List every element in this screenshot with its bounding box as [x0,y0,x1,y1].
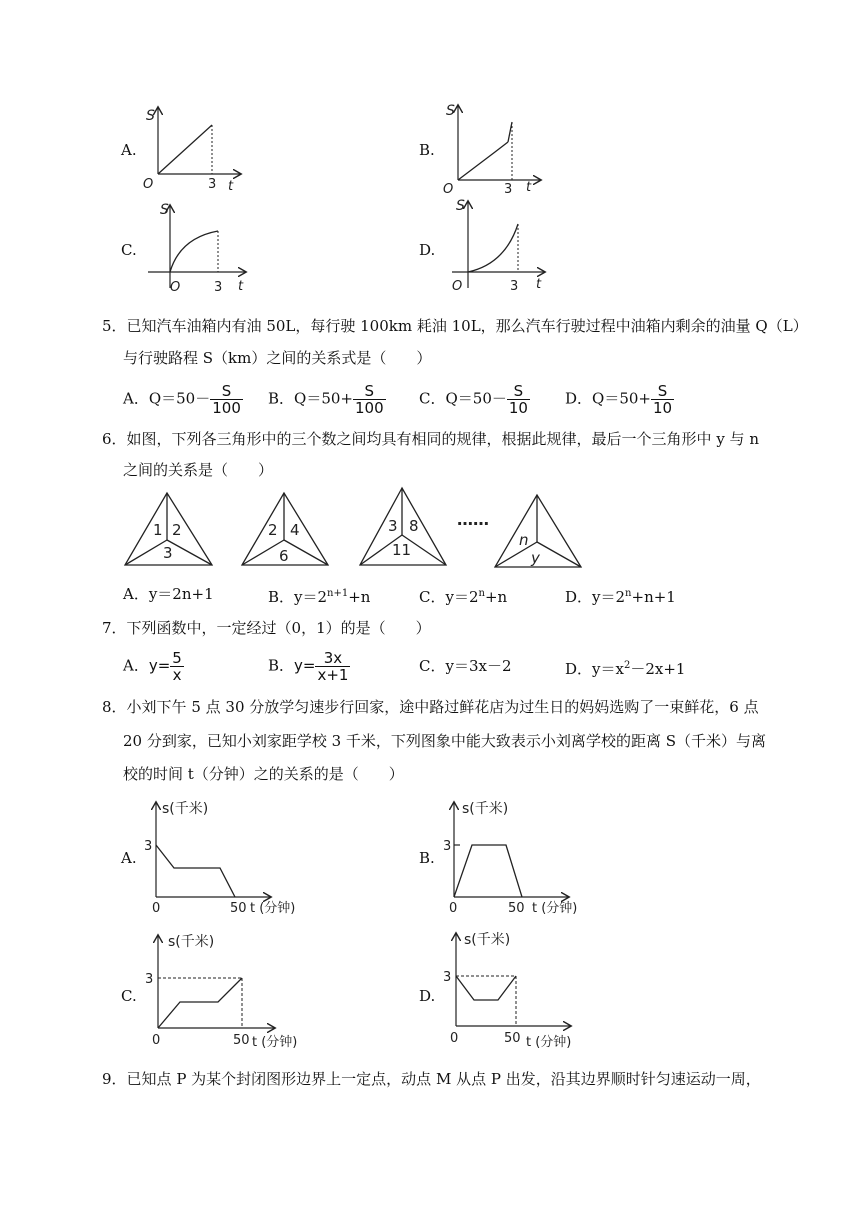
triangle-3-bottom: 11 [392,541,412,559]
x-label: t (分钟) [250,901,296,916]
q6-option-b[interactable]: B．$y=2^{n+1}+n$ [268,588,371,606]
x-label: t (分钟) [526,1035,572,1050]
q7-option-d[interactable]: D．$y=x^2-2x+1$ [565,660,686,678]
q6-option-a[interactable]: A．y＝2n+1 [123,585,214,603]
tick-label: 3 [214,280,223,295]
triangle-1-left: 1 [153,521,163,539]
triangle-2-left: 2 [268,521,278,539]
triangle-3-right: 8 [409,517,419,535]
y-label: S [446,103,455,119]
q7-text: 下列函数中，一定经过（0，1）的是（ ） [126,619,431,637]
q7-line1 [102,618,431,638]
q5-option-a[interactable]: A．Q＝50－ $\frac{S}{100}$ [123,382,241,417]
q7-number: 7． [102,619,127,637]
q5-line2: 与行驶路程 S（km）之间的关系式是（ ） [123,349,432,367]
y-label: s(千米) [464,932,511,948]
tick-label: 3 [208,177,217,192]
q8-graph-b [440,795,610,920]
y-label: S [456,198,465,214]
triangle-2-right: 4 [290,521,300,539]
graph-line [156,845,235,897]
q8-option-b-letter: B. [419,849,435,867]
graph-line [456,976,516,1000]
graph-curve [170,231,218,272]
y-label: S [160,202,169,218]
origin-label: 0 [449,901,458,916]
q8-graph-a [140,795,310,920]
graph-line [458,142,508,180]
y-label: s(千米) [162,801,209,817]
q4-option-a-letter: A. [121,141,137,159]
q8-option-a-letter: A. [121,849,137,867]
q6-text: 如图，下列各三角形中的三个数之间均具有相同的规律，根据此规律，最后一个三角形中 y 与 n [126,430,759,448]
origin-label: 0 [152,901,161,916]
origin-label: O [143,177,154,192]
triangle-4-left: n [519,531,529,549]
q7-option-c[interactable]: C．y＝3x－2 [419,657,512,675]
q4-graph-b [440,100,550,195]
q9-number: 9． [102,1070,127,1088]
q4-graph-c [140,198,255,298]
q8-line3: 校的时间 t（分钟）之的关系的是（ ） [123,765,404,783]
x-tick: 50 [230,901,247,916]
q4-graph-d [440,194,555,298]
q5-line1 [102,316,808,336]
origin-label: 0 [450,1031,459,1046]
y-tick: 3 [443,839,452,854]
triangle-3-left: 3 [388,517,398,535]
q6-line1 [102,429,759,449]
q9-line1 [102,1069,761,1089]
triangle-2-bottom: 6 [279,547,289,565]
q4-option-d-letter: D. [419,241,436,259]
ellipsis: …… [457,510,489,529]
graph-line [158,978,242,1028]
x-label: t [536,277,542,292]
y-label: s(千米) [462,801,509,817]
q6-option-c[interactable]: C．$y=2^n+n$ [419,588,508,606]
x-label: t (分钟) [532,901,578,916]
q8-text: 小刘下午 5 点 30 分放学匀速步行回家，途中路过鲜花店为过生日的妈妈选购了一束鲜花，6 点 [126,698,759,716]
origin-label: O [170,280,181,295]
y-tick: 3 [145,972,154,987]
q5-number: 5． [102,317,127,335]
origin-label: O [452,279,463,294]
q6-option-d[interactable]: D．$y=2^n+n+1$ [565,588,676,606]
q7-option-a[interactable]: A．y= $\frac{5}{x}$ [123,649,182,684]
q6-line2: 之间的关系是（ ） [123,461,274,479]
q5-option-c[interactable]: C．Q＝50－ $\frac{S}{10}$ [419,382,528,417]
q8-line1 [102,697,759,717]
graph-line [454,845,522,897]
q7-option-b[interactable]: B．y= $\frac{3x}{x+1}$ [268,649,349,684]
triangle-4-bottom: y [531,549,540,567]
q6-triangle-figure [120,485,720,575]
q8-graph-c [140,928,310,1056]
q8-option-d-letter: D. [419,987,436,1005]
q9-text: 已知点 P 为某个封闭图形边界上一定点，动点 M 从点 P 出发，沿其边界顺时针匀速运动一周， [126,1070,761,1088]
y-tick: 3 [144,839,153,854]
q5-text: 已知汽车油箱内有油 50L，每行驶 100km 耗油 10L，那么汽车行驶过程中油箱内剩余的油量 Q（L） [126,317,808,335]
triangle-1-bottom: 3 [163,544,173,562]
tick-label: 3 [510,279,519,294]
origin-label: 0 [152,1033,161,1048]
q8-line2: 20 分到家，已知小刘家距学校 3 千米，下列图象中能大致表示小刘离学校的距离 S（千米）与离 [123,732,766,750]
graph-curve [468,224,518,272]
q5-option-b[interactable]: B．Q＝50+ $\frac{S}{100}$ [268,382,384,417]
y-label: S [146,108,155,124]
x-label: t [238,279,244,294]
x-label: t [526,180,532,195]
q8-number: 8． [102,698,127,716]
q5-option-d[interactable]: D．Q＝50+ $\frac{S}{10}$ [565,382,673,417]
tick-label: 3 [504,182,513,195]
q4-option-c-letter: C. [121,241,137,259]
q4-option-b-letter: B. [419,141,435,159]
x-tick: 50 [504,1031,521,1046]
y-label: s(千米) [168,934,215,950]
q8-graph-d [440,926,610,1056]
x-label: t (分钟) [252,1035,298,1050]
triangle-1-right: 2 [172,521,182,539]
x-label: t [228,179,234,194]
x-tick: 50 [233,1033,250,1048]
x-tick: 50 [508,901,525,916]
origin-label: O [443,182,454,195]
graph-line [158,125,212,174]
q8-option-c-letter: C. [121,987,137,1005]
y-tick: 3 [443,970,452,985]
q6-number: 6． [102,430,127,448]
q4-graph-a [140,100,250,195]
